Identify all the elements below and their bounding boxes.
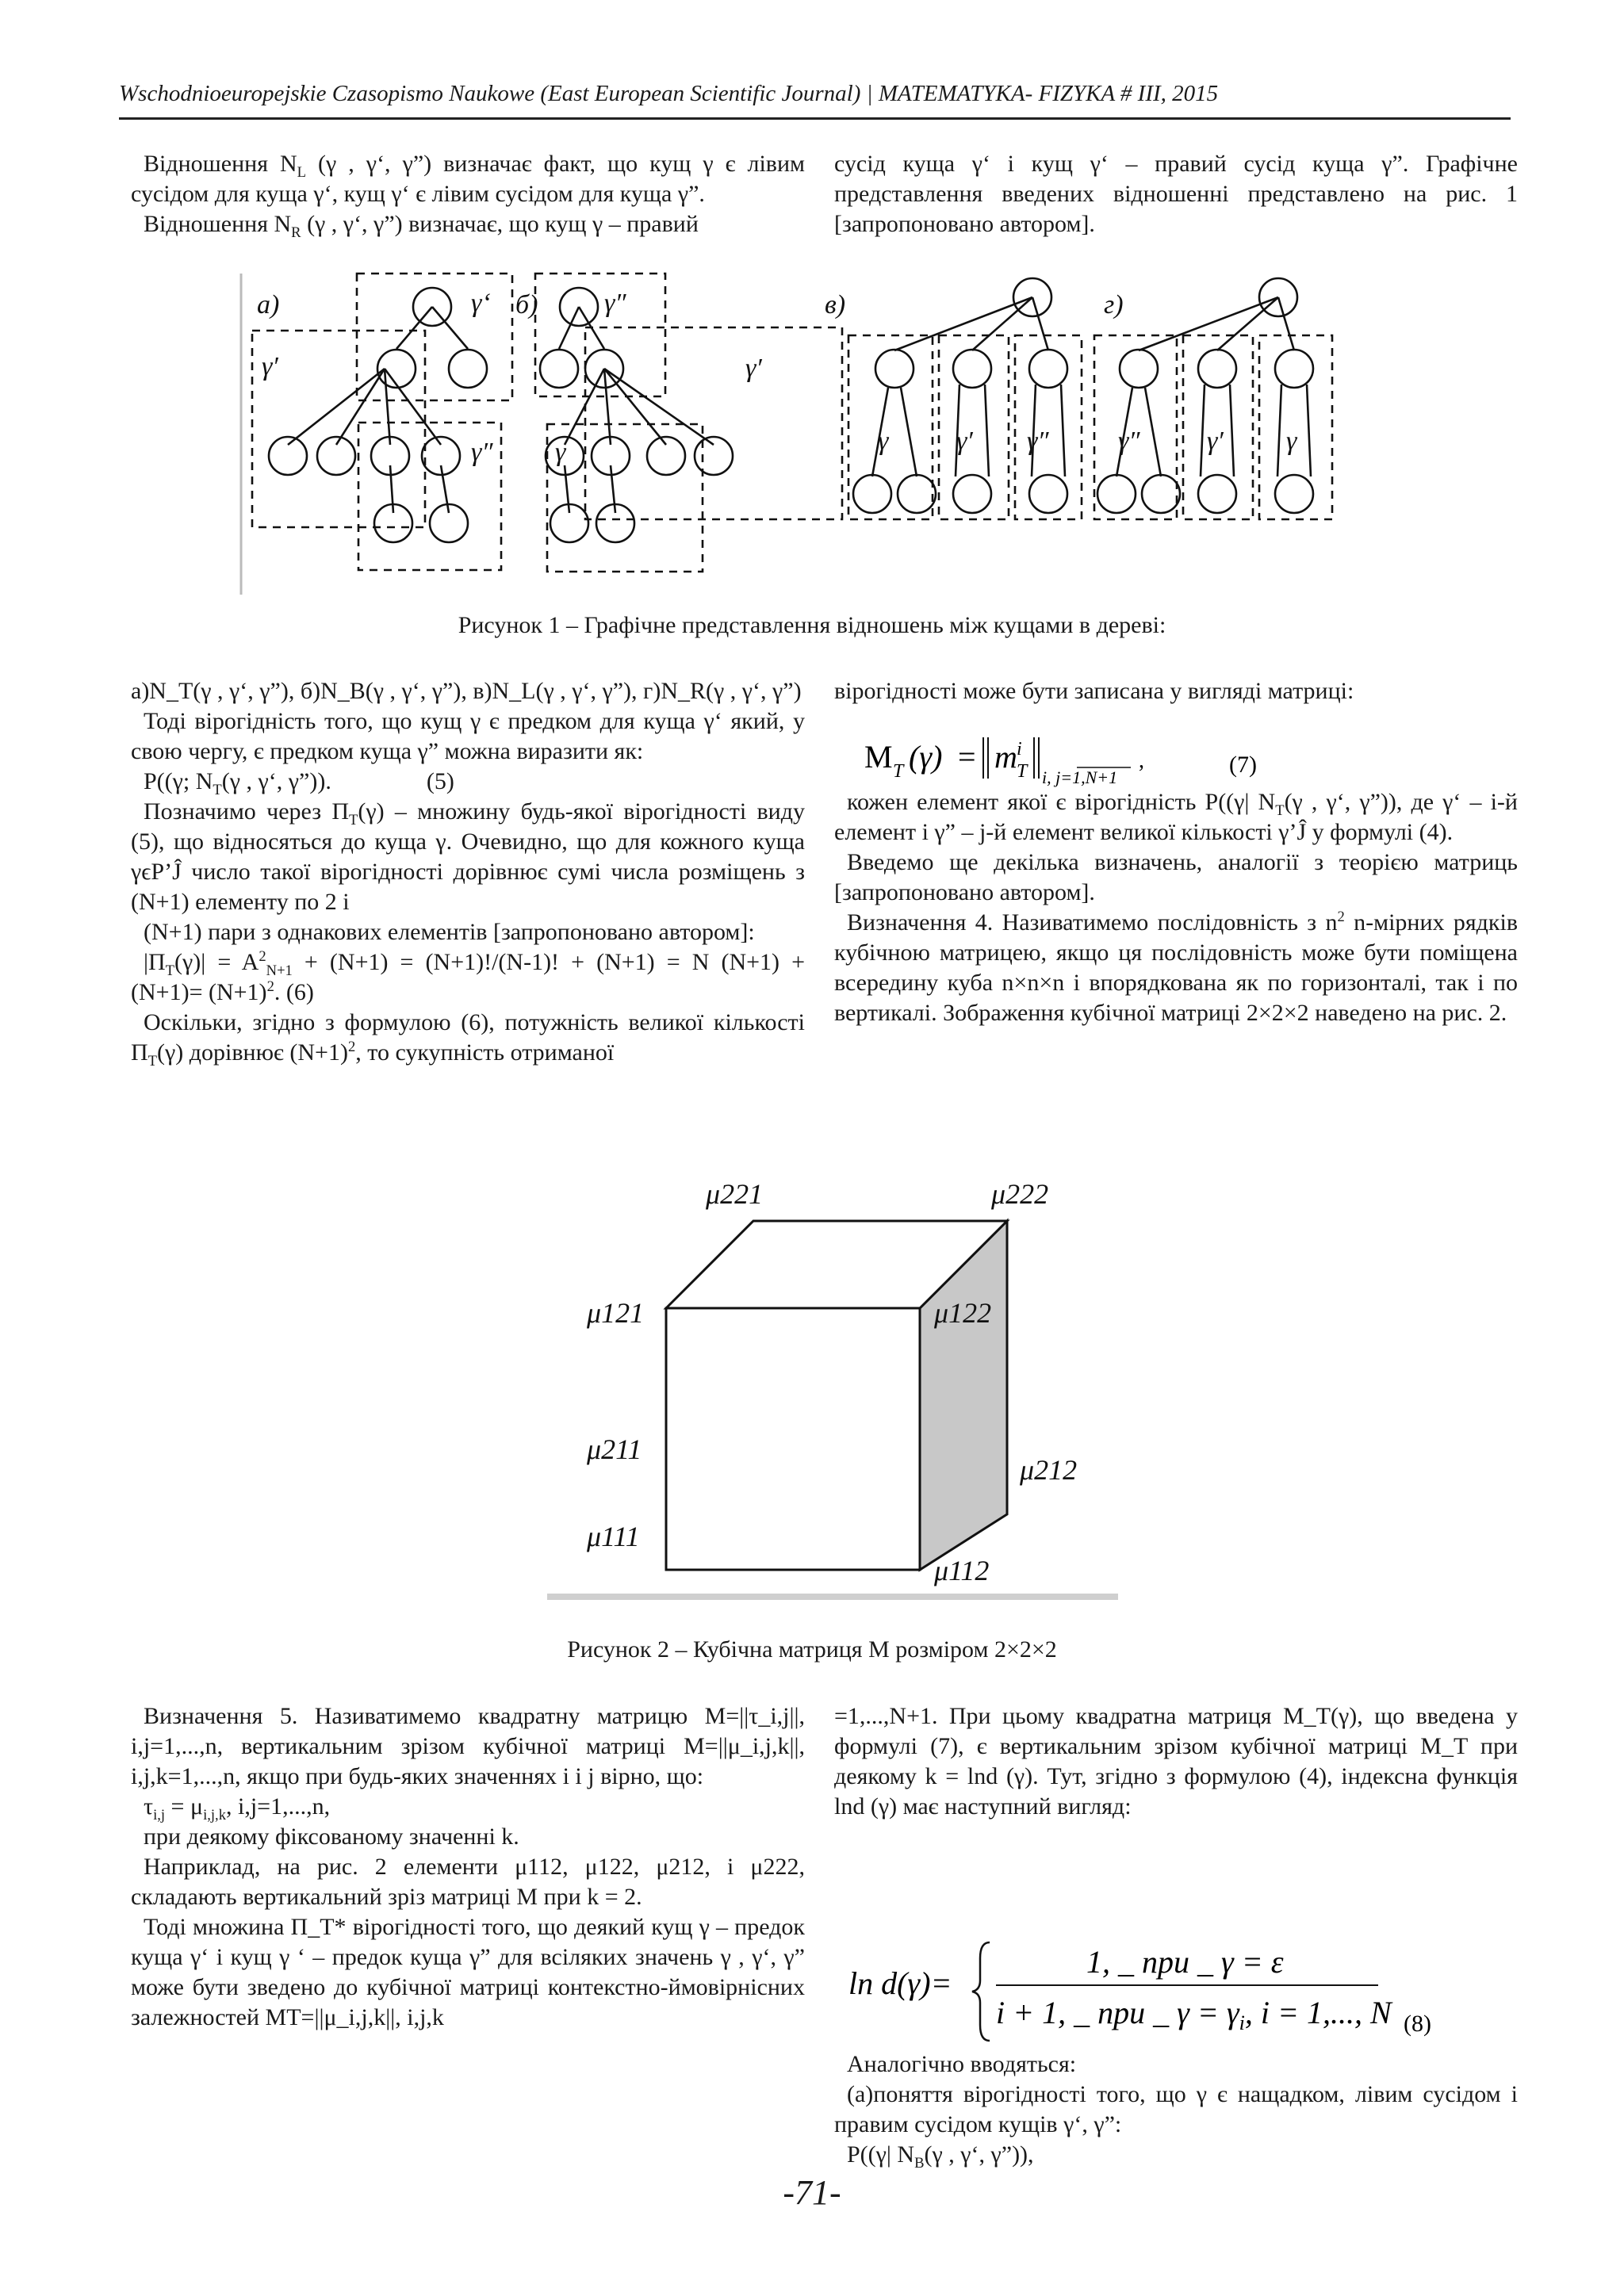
middle-right-column-cont <box>834 787 1518 1028</box>
paragraph: =1,...,N+1. При цьому квадратна матриця M_T(γ), що введена у формулі (7), є вертикальним зрізом кубічної матриці M_T при деякому k = lnd (γ). Тут, згідно з формулою (4), індексна функція lnd (γ) має наступний вигляд: <box>834 1703 1518 1820</box>
panel-label-c: в) <box>825 290 846 320</box>
label-gamma: γ″ <box>1118 427 1140 456</box>
label-mu112: μ112 <box>934 1555 990 1586</box>
label-mu122: μ122 <box>934 1297 992 1329</box>
paragraph: вірогідності може бути записана у вигляді матриці: <box>834 678 1354 704</box>
svg-text:(γ): (γ) <box>909 739 943 775</box>
figure-2-cube <box>539 1173 1142 1601</box>
svg-text:M: M <box>864 739 893 775</box>
paragraph: Позначимо через $П_T(\gamma)$ – множину будь-якої вірогідності виду (5), що відносяться до куща γ. Очевидно, що для кожного куща γϵP’Ĵ число такої вірогідності дорівнює сумі числа розміщень з (N+1) елементу по 2 і <box>131 798 805 915</box>
formula-8 <box>848 1927 1467 2045</box>
label-gamma: γ <box>1286 427 1297 456</box>
label-gamma: γ <box>878 427 889 456</box>
label-gamma: γ″ <box>471 438 493 467</box>
formula-tau: $\tau_{i,j} = \mu_{i,j,k}$, i,j=1,...,n, <box>144 1793 331 1823</box>
paragraph: сусід куща γ‘ і кущ γ‘ – правий сусід куща γ”. Графічне представлення введених відношенні представлено на рис. 1 [запропоновано автором]. <box>834 151 1518 237</box>
svg-text:T: T <box>1017 761 1028 782</box>
label-gamma: γ <box>555 438 566 467</box>
label-gamma: γ″ <box>604 289 626 318</box>
paragraph: Відношення $N_R$ (γ , γ‘, γ”) визначає, що кущ γ – правий <box>144 211 699 241</box>
svg-text:m: m <box>994 739 1017 775</box>
figure-1-caption: Рисунок 1 – Графічне представлення відношень між кущами в дереві: <box>458 612 1166 638</box>
label-gamma: γ′ <box>956 427 973 456</box>
svg-text:ln d(γ)=: ln d(γ)= <box>848 1965 952 2001</box>
label-mu111: μ111 <box>587 1521 640 1552</box>
bottom-left-column <box>131 1701 805 2033</box>
label-mu211: μ211 <box>587 1433 642 1465</box>
scan-shadow <box>547 1594 1118 1600</box>
middle-left-column <box>131 676 805 1068</box>
label-mu222: μ222 <box>991 1178 1049 1210</box>
paragraph: (N+1) пари з однакових елементів [запропоновано автором]: <box>144 919 755 945</box>
paragraph: Тоді множина П_T* вірогідності того, що деякий кущ γ – предок куща γ‘ і кущ γ ‘ – предок куща γ” для всіляких значень γ , γ‘, γ” може бути зведено до кубічної матриці контекстно-ймовірнісних залежностей MT=||μ_i,j,k||, i,j,k <box>131 1914 805 2030</box>
svg-text:T: T <box>893 761 904 782</box>
svg-text:,: , <box>1139 748 1144 773</box>
label-mu221: μ221 <box>706 1178 764 1210</box>
svg-text:1, _ при _ γ = ε: 1, _ при _ γ = ε <box>1086 1944 1284 1980</box>
paragraph: Відношення $N_L$ (γ , γ‘, γ”) визначає факт, що кущ γ є лівим сусідом для куща γ‘, кущ γ‘ є лівим сусідом для куща γ”. <box>131 151 806 207</box>
panel-label-d: г) <box>1104 290 1124 320</box>
panel-label-a: а) <box>257 290 280 320</box>
label-gamma: γ″ <box>1027 427 1049 456</box>
figure-2-caption: Рисунок 2 – Кубічна матриця M розміром 2×2×2 <box>567 1636 1057 1663</box>
bottom-right-column-cont <box>834 2049 1518 2170</box>
label-mu121: μ121 <box>587 1297 645 1329</box>
cube-front-face <box>666 1308 920 1570</box>
svg-text:(7): (7) <box>1229 752 1257 778</box>
label-gamma: γ′ <box>262 352 278 381</box>
middle-right-column <box>834 676 1518 706</box>
paragraph: P((γ| $N_B(\gamma$ , γ‘, γ”)), <box>847 2141 1034 2172</box>
panel-c-tree <box>848 278 1082 519</box>
svg-text:=: = <box>958 739 976 775</box>
panel-d-tree <box>1094 278 1332 519</box>
label-gamma: γ′ <box>1207 427 1224 456</box>
label-mu212: μ212 <box>1020 1454 1078 1486</box>
paragraph: Введемо ще декілька визначень, аналогії з теорією матриць [запропоновано автором]. <box>834 849 1518 905</box>
panel-b-tree <box>535 274 842 572</box>
relations-line: а)N_T(γ , γ‘, γ”), б)N_B(γ , γ‘, γ”), в)N_L(γ , γ‘, γ”), г)N_R(γ , γ‘, γ”) <box>131 678 802 704</box>
paragraph: Визначення 4. Називатимемо послідовність з $n^2$ n-мірних рядків кубічною матрицею, якщо ця послідовність може бути поміщена всередину куба n×n×n і впорядкована як по горизонталі, так і по вертикалі. Зображення кубічної матриці 2×2×2 наведено на рис. 2. <box>834 909 1518 1026</box>
paragraph: Аналогічно вводяться: <box>847 2051 1077 2077</box>
running-header <box>119 81 1511 120</box>
bottom-right-column <box>834 1701 1518 1822</box>
paragraph: при деякому фіксованому значенні k. <box>144 1823 519 1850</box>
page-number: -71- <box>783 2173 841 2212</box>
svg-text:i + 1, _ при _ γ = γi, i = 1,.: i + 1, _ при _ $\gamma = \gamma_i$, i = 1,..., N <box>996 1995 1392 2034</box>
figure-1 <box>238 266 1396 599</box>
formula-7 <box>864 721 1340 793</box>
svg-text:i, j=1,N+1: i, j=1,N+1 <box>1042 767 1118 787</box>
top-left-column <box>131 149 805 239</box>
paragraph: кожен елемент якої є вірогідність P((γ| $N_T(\gamma$ , γ‘, γ”)), де γ‘ – i-й елемент і γ” – j-й елемент великої кількості γ’Ĵ у формулі (4). <box>834 789 1518 845</box>
panel-label-b: б) <box>515 290 538 320</box>
svg-text:i: i <box>1017 739 1022 760</box>
top-right-column <box>834 149 1518 239</box>
formula-5: P((γ; $N_T(\gamma$ , γ‘, γ”)). (5) <box>144 768 454 798</box>
svg-text:(8): (8) <box>1404 2011 1431 2037</box>
formula-6: $|П_T(\gamma)| = A^2_{N+1} + (N+1) = (N+1)!/(N-1)$! + (N+1) = N $(N+1) + (N+1)= (N+1)^2$. (6) <box>131 948 806 1005</box>
definition-5: Визначення 5. Називатимемо квадратну матрицю M=||τ_i,j||, i,j=1,...,n, вертикальним зрізом кубічної матриці M=||μ_i,j,k||, i,j,k=1,...,n, якщо при будь-яких значеннях i і j вірно, що: <box>131 1703 805 1789</box>
paragraph: Оскільки, згідно з формулою (6), потужність великої кількості $П_T(\gamma)$ дорівнює $(N+1)^2$, то сукупність отриманої <box>131 1009 805 1070</box>
journal-title: Wschodnioeuropejskie Czasopismo Naukowe (East European Scientific Journal) | MATEMATYKA- FIZYKA # III, 2015 <box>119 81 1219 106</box>
label-gamma: γ′ <box>745 354 762 383</box>
paragraph: (а)поняття вірогідності того, що γ є нащадком, лівим сусідом і правим сусідом кущів γ‘, γ”: <box>834 2081 1518 2137</box>
paragraph: Наприклад, на рис. 2 елементи μ112, μ122, μ212, і μ222, складають вертикальний зріз матриці M при k = 2. <box>131 1854 805 1910</box>
label-gamma: γ‘ <box>471 289 491 318</box>
paragraph: Тоді вірогідність того, що кущ γ є предком для куща γ‘ який, у свою чергу, є предком куща γ” можна виразити як: <box>131 708 805 764</box>
panel-a-tree <box>252 274 512 570</box>
